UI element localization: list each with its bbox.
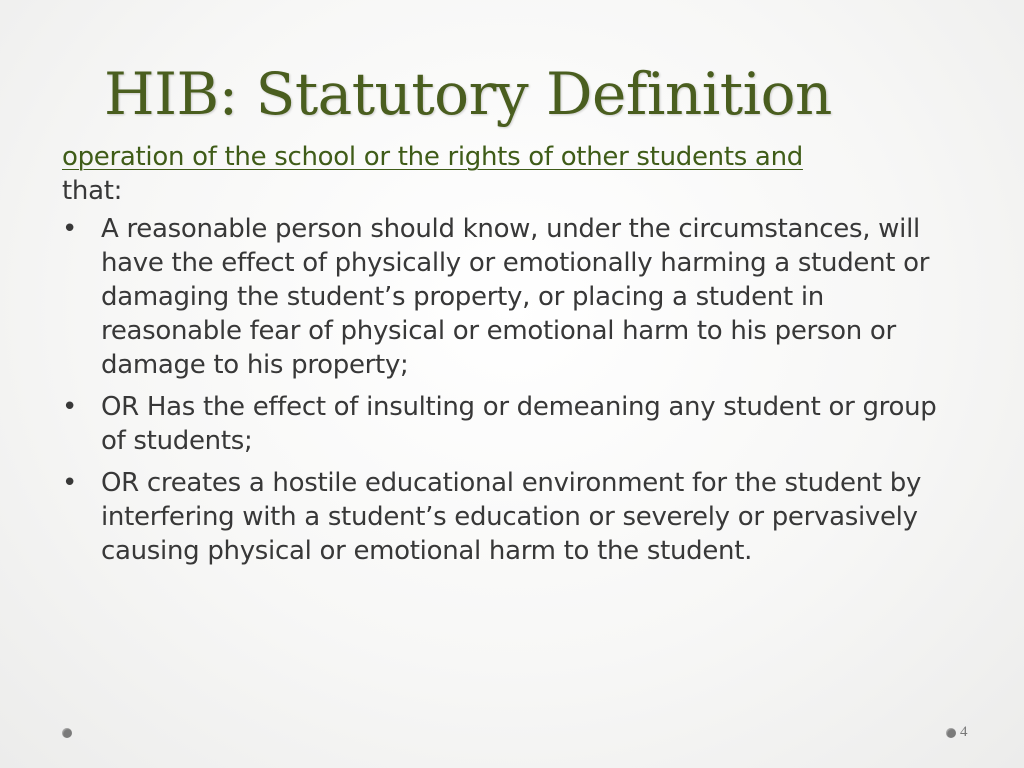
bullet-icon: •: [62, 214, 78, 244]
bullet-item: [62, 390, 962, 458]
bullet-item: [62, 212, 962, 382]
lead-paragraph: [62, 140, 962, 208]
bullet-icon: •: [62, 468, 78, 498]
bullet-text: OR creates a hostile educational environment for the student by interfering with a student’s education or severely or pervasively causing physical or emotional harm to the student.: [101, 468, 922, 566]
circle-dot-icon: [946, 728, 956, 738]
circle-dot-icon: [62, 728, 72, 738]
bullet-item: [62, 466, 962, 568]
lead-linked-text: operation of the school or the rights of other students and: [62, 142, 803, 172]
slide-title: HIB: Statutory Definition: [104, 60, 832, 128]
bullet-icon: •: [62, 392, 78, 422]
bullet-list: [62, 212, 962, 568]
bullet-text: A reasonable person should know, under the circumstances, will have the effect of physically or emotionally harming a student or damaging the student’s property, or placing a student in reasonable fear of physical or emotional harm to his person or damage to his property;: [101, 214, 930, 380]
bullet-text: OR Has the effect of insulting or demeaning any student or group of students;: [101, 392, 937, 456]
page-number: 4: [960, 724, 968, 740]
lead-tail-text: that:: [62, 176, 123, 206]
slide-body: [62, 140, 962, 576]
